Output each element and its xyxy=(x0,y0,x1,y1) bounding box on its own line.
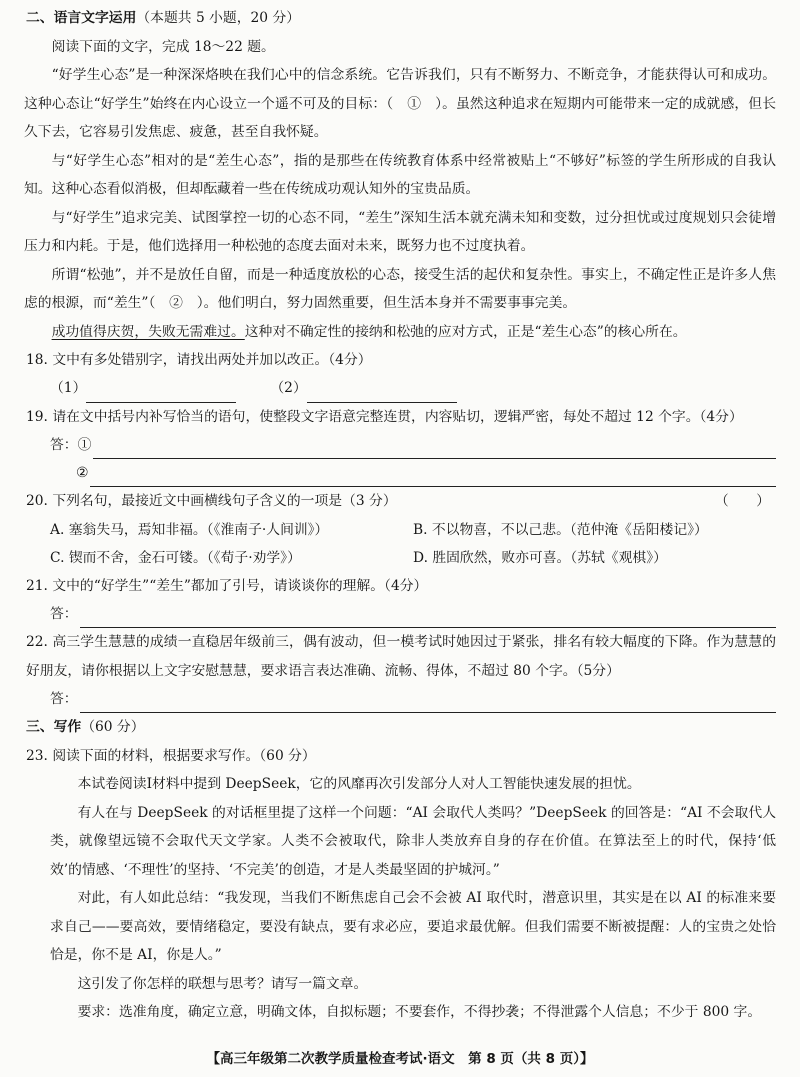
question-22: 22. 高三学生慧慧的成绩一直稳居年级前三，偶有波动，但一模考试时她因过于紧张，排名有较大幅度的下降。作为慧慧的好朋友，请你根据以上文字安慰慧慧，要求语言表达准确、流畅、得体，不超过 80 个字。（5分） xyxy=(26,634,776,679)
answer-21-label: 答： xyxy=(50,605,78,622)
writing-requirements: 要求：选准角度，确定立意，明确文体，自拟标题；不要套作，不得抄袭；不得泄露个人信息；不少于 800 字。 xyxy=(77,1004,762,1020)
passage-paragraph-1: “好学生心态”是一种深深烙映在我们心中的信念系统。它告诉我们，只有不断努力、不断竞争，才能获得认可和成功。这种心态让“好学生”始终在内心设立一个遥不可及的目标：（ ① ）。虽然这种追求在短期内可能带来一定的成就感，但长久下去，它容易引发焦虑、疲惫，甚至自我怀疑。 xyxy=(24,67,776,140)
answer-22-line[interactable] xyxy=(80,694,776,713)
answer-19-2-line[interactable] xyxy=(90,468,776,487)
answer-19-1-line[interactable] xyxy=(93,440,776,459)
material-paragraph-4: 这引发了你怎样的联想与思考？请写一篇文章。 xyxy=(77,975,368,992)
blank-1-line[interactable] xyxy=(86,384,236,403)
question-19-answer-2[interactable] xyxy=(24,459,776,487)
passage-paragraph-5 xyxy=(24,318,776,347)
passage-paragraph-2: 与“好学生心态”相对的是“差生心态”，指的是那些在传统教育体系中经常被贴上“不够好”标签的学生所形成的自我认知。这种心态看似消极，但却酝藏着一些在传统成功观认知外的宝贵品质。 xyxy=(24,152,776,197)
passage-paragraph-4: 所谓“松弛”，并不是放任自留，而是一种适度放松的心态，接受生活的起伏和复杂性。事实上，不确定性正是许多人焦虑的根源，而“差生”（ ② ）。他们明白，努力固然重要，但生活本身并不需要事事完美。 xyxy=(24,266,776,311)
material-paragraph-2: 有人在与 DeepSeek 的对话框里提了这样一个问题：“AI 会取代人类吗？”DeepSeek 的回答是：“AI 不会取代人类，就像望远镜不会取代天文学家。人类不会被取代，除非人类放弃自身的存在价值。在算法至上的时代，保持‘低效’的情感、‘不理性’的坚持、‘不完美’的创造，才是人类最坚固的护城河。” xyxy=(50,804,776,878)
section-3-note: （60 分） xyxy=(81,719,145,735)
question-20-text: 20. 下列名句，最接近文中画横线句子含义的一项是（3 分） xyxy=(26,493,397,509)
section-2-heading xyxy=(26,4,776,33)
question-20-options-cd xyxy=(24,544,776,572)
question-21: 21. 文中的“好学生”“差生”都加了引号，请谈谈你的理解。（4分） xyxy=(26,577,428,594)
material-paragraph-1: 本试卷阅读Ⅰ材料中提到 DeepSeek，它的风靡再次引发部分人对人工智能快速发展的担忧。 xyxy=(77,776,641,792)
section-3-title: 三、写作 xyxy=(26,719,82,735)
material-paragraph-3: 对此，有人如此总结：“我发现，当我们不断焦虑自己会不会被 AI 取代时，潜意识里，其实是在以 AI 的标准来要求自己——要高效，要情绪稳定，要没有缺点，要有求必应，要追求最优解。但我们需要不断被提醒：人的宝贵之处恰恰是，你不是 AI，你是人。” xyxy=(50,890,776,963)
option-b: B. 不以物喜，不以己悲。（范仲淹《岳阳楼记》） xyxy=(413,521,708,538)
answer-19-1-label: 答：① xyxy=(50,436,92,453)
question-20-answer-paren[interactable]: （ ） xyxy=(714,493,770,509)
passage-intro: 阅读下面的文字，完成 18～22 题。 xyxy=(51,38,275,55)
underlined-sentence: 成功值得庆贺，失败无需难过。 xyxy=(51,323,245,340)
question-20 xyxy=(26,487,776,516)
section-2-note: （本题共 5 小题，20 分） xyxy=(136,10,301,26)
blank-2-label: （2） xyxy=(270,380,307,396)
question-19-answer-1[interactable] xyxy=(24,431,776,459)
answer-21-line[interactable] xyxy=(80,609,776,628)
option-c: C. 锲而不舍，金石可镂。（《荀子·劝学》） xyxy=(50,549,301,566)
passage-paragraph-3: 与“好学生”追求完美、试图掌控一切的心态不同，“差生”深知生活本就充满未知和变数，过分担忧或过度规划只会徒增压力和内耗。于是，他们选择用一种松弛的态度去面对未来，既努力也不过度执着。 xyxy=(24,209,776,254)
answer-22-label: 答： xyxy=(50,690,78,707)
question-19: 19. 请在文中括号内补写恰当的语句，使整段文字语意完整连贯，内容贴切，逻辑严密，每处不超过 12 个字。（4分） xyxy=(26,408,743,425)
page-footer: 【高三年级第二次教学质量检查考试·语文 第 8 页（共 8 页）】 xyxy=(206,1050,594,1067)
option-d: D. 胜固欣然，败亦可喜。（苏轼《观棋》） xyxy=(413,549,667,566)
blank-2-line[interactable] xyxy=(307,384,457,403)
section-2-title: 二、语言文字运用 xyxy=(26,10,137,26)
blank-1-label: （1） xyxy=(50,380,87,396)
answer-19-2-label: ② xyxy=(76,464,89,481)
question-20-options-ab xyxy=(24,516,776,544)
question-18-blanks xyxy=(24,375,776,403)
section-3-heading xyxy=(26,713,776,742)
option-a: A. 塞翁失马，焉知非福。（《淮南子·人间训》） xyxy=(50,521,329,538)
question-18: 18. 文中有多处错别字，请找出两处并加以改正。（4分） xyxy=(26,352,372,368)
passage-paragraph-5-rest: 这种对不确定性的接纳和松弛的应对方式，正是“差生心态”的核心所在。 xyxy=(244,323,687,340)
question-22-answer[interactable] xyxy=(24,685,776,713)
question-21-answer[interactable] xyxy=(24,600,776,628)
question-23: 23. 阅读下面的材料，根据要求写作。（60 分） xyxy=(26,747,316,764)
